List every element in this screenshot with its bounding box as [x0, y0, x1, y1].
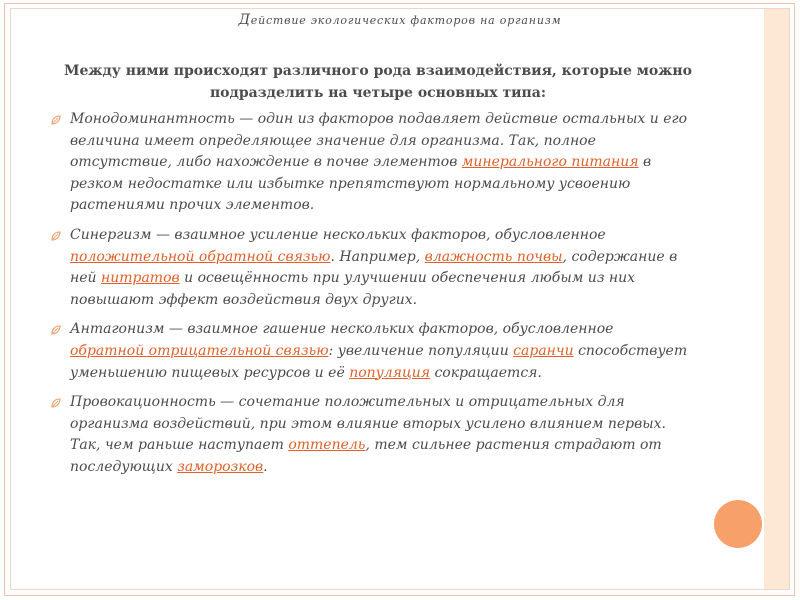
link-mineral-nutrition[interactable]: минерального питания: [461, 154, 639, 171]
list-item: [50, 109, 690, 217]
item-text: Монодоминантность — один из факторов подавляет действие остальных и его величина имеет определяющее значение для организма. Так, полное отсутствие, либо нахождение в почве элементов минерального питания в резком недостатке или избытке препятствуют нормальному усвоению растениями прочих элементов.: [70, 111, 687, 214]
slide-title: Действие экологических факторов на организм: [238, 12, 562, 28]
link-nitrates[interactable]: нитратов: [100, 270, 180, 287]
list-item: [50, 319, 690, 384]
list-item: [50, 225, 690, 311]
link-soil-moisture[interactable]: влажность почвы: [424, 248, 563, 265]
link-negative-feedback[interactable]: обратной отрицательной связью: [70, 342, 329, 359]
decorative-circle: [714, 500, 762, 548]
leaf-bullet-icon: [50, 324, 62, 336]
item-text: Антагонизм — взаимное гашение нескольких факторов, обусловленное обратной отрицательной связью: увеличение популяции саранчи способствует уменьшению пищевых ресурсов и её популяция сокращается.: [70, 321, 688, 381]
link-thaw[interactable]: оттепель: [288, 437, 366, 454]
slide-subtitle: Между ними происходят различного рода взаимодействия, которые можно подразделить на четыре основных типа:: [64, 63, 692, 101]
link-positive-feedback[interactable]: положительной обратной связью: [70, 248, 331, 265]
link-population[interactable]: популяция: [349, 364, 431, 381]
list-item: [50, 392, 690, 478]
leaf-bullet-icon: [50, 114, 62, 126]
leaf-bullet-icon: [50, 397, 62, 409]
item-text: Синергизм — взаимное усиление нескольких факторов, обусловленное положительной обратной связью. Например, влажность почвы, содержание в ней нитратов и освещённость при улучшении обеспечения любым из них повышают эффект воздействия двух других.: [70, 226, 678, 308]
item-text: Провокационность — сочетание положительных и отрицательных для организма воздействий, при этом влияние вторых усилено влиянием первых. Так, чем раньше наступает оттепель, тем сильнее растения страдают от последующих заморозков.: [70, 394, 666, 475]
leaf-bullet-icon: [50, 230, 62, 242]
link-locust[interactable]: саранчи: [513, 342, 574, 359]
link-frosts[interactable]: заморозков: [177, 458, 264, 475]
bullet-list: [50, 109, 690, 487]
decorative-side-band: [764, 9, 789, 589]
